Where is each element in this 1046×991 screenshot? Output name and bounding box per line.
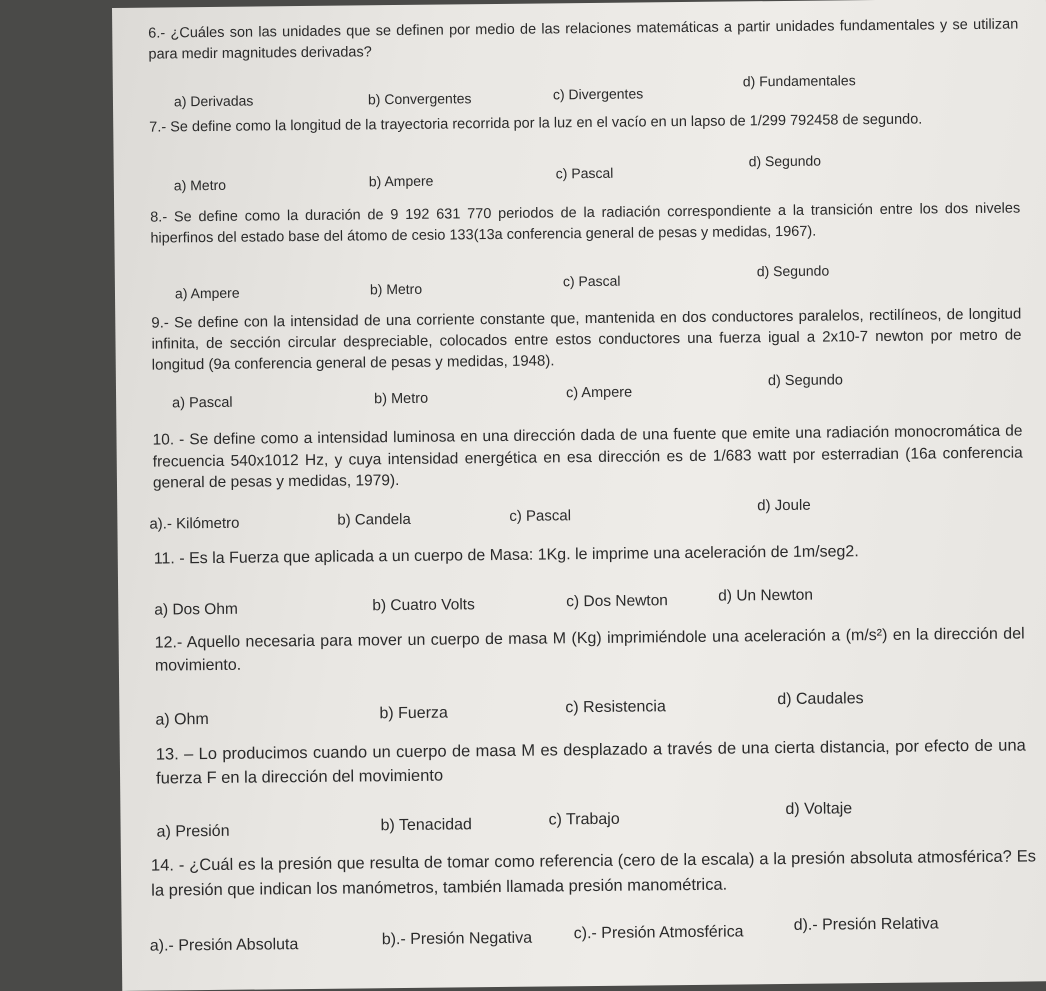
option-a: a) Pascal <box>172 394 233 412</box>
option-b: b) Metro <box>374 390 429 408</box>
option-a: a).- Kilómetro <box>149 514 240 533</box>
option-c: c) Resistencia <box>565 698 666 717</box>
option-b: b) Fuerza <box>379 704 448 723</box>
option-d: d) Voltaje <box>785 800 853 818</box>
option-d: d) Fundamentales <box>742 72 856 90</box>
option-b: b).- Presión Negativa <box>381 929 533 949</box>
option-b: b) Metro <box>369 280 423 298</box>
question-stem: 13. – Lo producimos cuando un cuerpo de masa M es desplazado a través de una cierta distancia, por efecto de una fuerza F en la dirección del movimiento <box>155 736 1026 788</box>
option-b: b) Convergentes <box>367 90 472 108</box>
option-a: a) Ohm <box>155 711 209 729</box>
question-stem: 12.- Aquello necesaria para mover un cuerpo de masa M (Kg) imprimiéndole una aceleración a (m/s²) en la dirección del movimiento. <box>154 625 1025 675</box>
option-d: d) Segundo <box>748 152 822 170</box>
question-stem: 14. - ¿Cuál es la presión que resulta de tomar como referencia (cero de la escala) a la presión absoluta atmosférica? Es la presión que indican los manómetros, también llamada presión manométrica. <box>150 847 1037 900</box>
option-a: a) Metro <box>173 176 227 194</box>
option-d: d) Segundo <box>756 262 830 280</box>
option-c: c) Pascal <box>509 507 572 525</box>
option-a: a) Ampere <box>174 284 240 302</box>
question-6 <box>112 0 1046 110</box>
option-c: c) Trabajo <box>548 810 620 829</box>
option-c: c) Divergentes <box>552 85 644 103</box>
option-c: c) Pascal <box>562 272 621 290</box>
question-stem: 11. - Es la Fuerza que aplicada a un cuerpo de Masa: 1Kg. le imprime una aceleración de 1m/seg2. <box>153 543 859 568</box>
option-c: c) Pascal <box>555 164 614 182</box>
option-b: b) Tenacidad <box>380 816 472 835</box>
question-stem: 6.- ¿Cuáles son las unidades que se definen por medio de las relaciones matemáticas a partir unidades fundamentales y se utilizan para medir magnitudes derivadas? <box>148 16 1019 63</box>
option-a: a) Presión <box>156 822 230 841</box>
question-stem: 8.- Se define como la duración de 9 192 631 770 periodos de la radiación correspondiente a la transición entre los dos niveles hiperfinos del estado base del átomo de cesio 133(13a conferencia general de pesas y medidas, 1967). <box>150 200 1021 247</box>
question-stem: 9.- Se define con la intensidad de una corriente constante que, mantenida en dos conductores paralelos, rectilíneos, de longitud infinita, de sección circular despreciable, colocados entre estos conductores una fuerza igual a 2x10-7 newton por metro de longitud (9a conferencia general de pesas y medidas, 1948). <box>151 305 1022 374</box>
option-c: c).- Presión Atmosférica <box>573 923 744 943</box>
option-a: a).- Presión Absoluta <box>149 936 299 955</box>
option-c: c) Ampere <box>565 384 633 402</box>
option-b: b) Cuatro Volts <box>372 596 475 615</box>
question-stem: 7.- Se define como la longitud de la trayectoria recorrida por la luz en el vacío en un lapso de 1/299 792458 de segundo. <box>149 111 923 136</box>
option-b: b) Ampere <box>368 172 434 190</box>
option-b: b) Candela <box>337 510 411 529</box>
question-stem: 10. - Se define como a intensidad luminosa en una dirección dada de una fuente que emite una radiación monocromática de frecuencia 540x1012 Hz, y cuya intensidad energética en esa dirección es de 1/683 watt por esterradian (16a conferencia general de pesas y medidas, 1979). <box>152 422 1023 492</box>
option-d: d) Caudales <box>777 690 864 709</box>
option-d: d) Segundo <box>767 372 844 390</box>
option-a: a) Dos Ohm <box>154 600 238 619</box>
option-a: a) Derivadas <box>173 92 254 110</box>
option-d: d) Joule <box>757 496 811 515</box>
exam-page <box>112 0 1046 991</box>
option-d: d).- Presión Relativa <box>793 915 939 934</box>
option-c: c) Dos Newton <box>566 592 668 611</box>
option-d: d) Un Newton <box>718 586 814 605</box>
